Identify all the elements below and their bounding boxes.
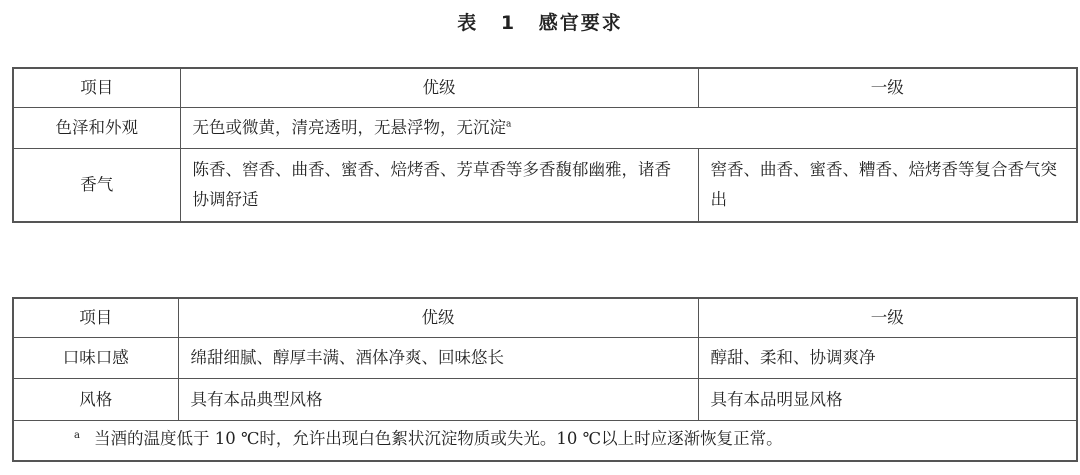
header-premium-grade: 优级 — [178, 298, 698, 338]
first-grade-cell: 具有本品明显风格 — [698, 379, 1077, 421]
row-item-label: 风格 — [13, 379, 178, 421]
sensory-requirements-table-1 — [12, 67, 1078, 223]
sensory-requirements-table-2 — [12, 297, 1078, 462]
header-first-grade: 一级 — [698, 298, 1077, 338]
row-item-label: 色泽和外观 — [13, 108, 180, 149]
footnote-cell — [13, 421, 1077, 462]
footnote-row — [13, 421, 1077, 462]
footnote-text: 当酒的温度低于 10 ℃时，允许出现白色絮状沉淀物质或失光。10 ℃以上时应逐渐恢复正常。 — [93, 429, 783, 448]
table-title: 表 1 感官要求 — [457, 12, 623, 34]
header-premium-grade: 优级 — [180, 68, 698, 108]
premium-grade-cell: 绵甜细腻、醇厚丰满、酒体净爽、回味悠长 — [178, 338, 698, 379]
footnote-mark: a — [74, 430, 80, 441]
row-item-label: 口味口感 — [13, 338, 178, 379]
table-header-row — [13, 298, 1077, 338]
header-item: 项目 — [13, 298, 178, 338]
requirement-text: 无色或微黄，清亮透明，无悬浮物，无沉淀 — [192, 118, 506, 137]
table-row — [13, 149, 1077, 223]
first-grade-cell: 醇甜、柔和、协调爽净 — [698, 338, 1077, 379]
table-header-row — [13, 68, 1077, 108]
premium-grade-cell: 具有本品典型风格 — [178, 379, 698, 421]
row-item-label: 香气 — [13, 149, 180, 223]
premium-grade-cell: 陈香、窖香、曲香、蜜香、焙烤香、芳草香等多香馥郁幽雅，诸香协调舒适 — [180, 149, 698, 223]
table-row — [13, 379, 1077, 421]
table-row — [13, 108, 1077, 149]
first-grade-cell: 窖香、曲香、蜜香、糟香、焙烤香等复合香气突出 — [698, 149, 1077, 223]
table-row — [13, 338, 1077, 379]
footnote-reference: a — [506, 119, 512, 130]
header-item: 项目 — [13, 68, 180, 108]
header-first-grade: 一级 — [698, 68, 1077, 108]
merged-requirement-cell — [180, 108, 1077, 149]
